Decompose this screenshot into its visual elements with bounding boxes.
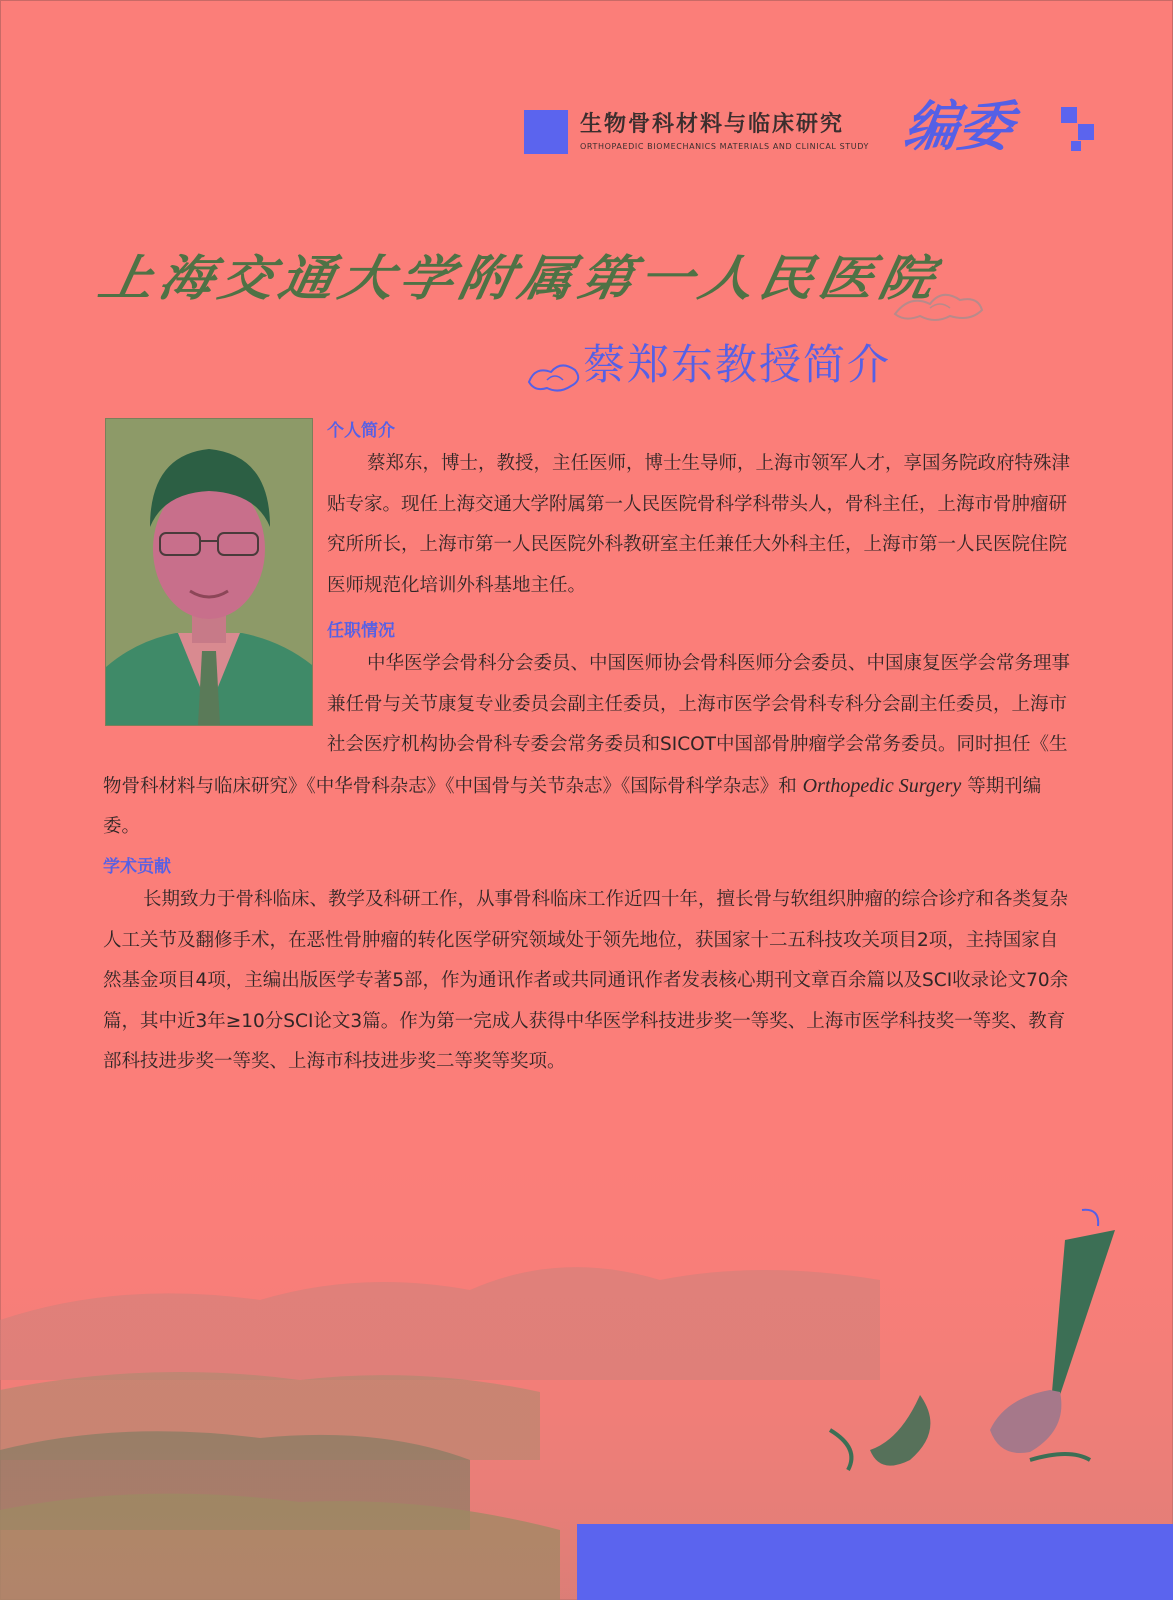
positions-text: 中华医学会骨科分会委员、中国医师协会骨科医师分会委员、中国康复医学会常务理事兼任骨与关节康复专业委员会副主任委员，上海市医学会骨科专科分会副主任委员，上海市社会医疗机构协会骨科专委会常务委员和SICOT中国部骨肿瘤学会常务委员。同时担任《生物骨科材料与临床研究》《中华骨科杂志》《中国骨与关节杂志》《国际骨科学杂志》和	[103, 653, 1071, 797]
intro-paragraph: 蔡郑东，博士，教授，主任医师，博士生导师，上海市领军人才，享国务院政府特殊津贴专家。现任上海交通大学附属第一人民医院骨科学科带头人，骨科主任，上海市骨肿瘤研究所所长，上海市第一人民医院外科教研室主任兼任大外科主任，上海市第一人民医院住院医师规范化培训外科基地主任。	[327, 453, 1071, 596]
section-heading-positions: 任职情况	[327, 621, 395, 641]
section-heading-intro: 个人简介	[327, 421, 395, 441]
auspicious-cloud-icon	[525, 358, 585, 396]
profile-title: 蔡郑东教授简介	[583, 340, 892, 389]
section-heading-contributions: 学术贡献	[103, 857, 171, 877]
journal-subtitle: ORTHOPAEDIC BIOMECHANICS MATERIALS AND CLINICAL STUDY	[580, 142, 870, 151]
editorial-board-calligraphy: 编委	[900, 94, 1018, 158]
footer-color-bar	[577, 1524, 1173, 1600]
journal-logo-square	[524, 110, 568, 154]
journal-name-italic: Orthopedic Surgery	[802, 774, 962, 797]
positions-paragraph-top	[103, 644, 1072, 848]
positions-text-tail: 等期刊编委。	[103, 775, 1042, 837]
auspicious-cloud-icon	[890, 286, 985, 326]
photo-wrap-spacer	[103, 644, 327, 765]
contributions-paragraph: 长期致力于骨科临床、教学及科研工作，从事骨科临床工作近四十年，擅长骨与软组织肿瘤的综合诊疗和各类复杂人工关节及翻修手术，在恶性骨肿瘤的转化医学研究领域处于领先地位，获国家十二五科技攻关项目2项，主持国家自然基金项目4项，主编出版医学专著5部，作为通讯作者或共同通讯作者发表核心期刊文章百余篇以及SCI收录论文70余篇，其中近3年≥10分SCI论文3篇。作为第一完成人获得中华医学科技进步奖一等奖、上海市医学科技奖一等奖、教育部科技进步奖一等奖、上海市科技进步奖二等奖等奖项。	[103, 889, 1069, 1072]
hospital-name-calligraphy: 上海交通大学附属第一人民医院	[94, 248, 945, 307]
journal-title: 生物骨科材料与临床研究	[580, 112, 845, 137]
